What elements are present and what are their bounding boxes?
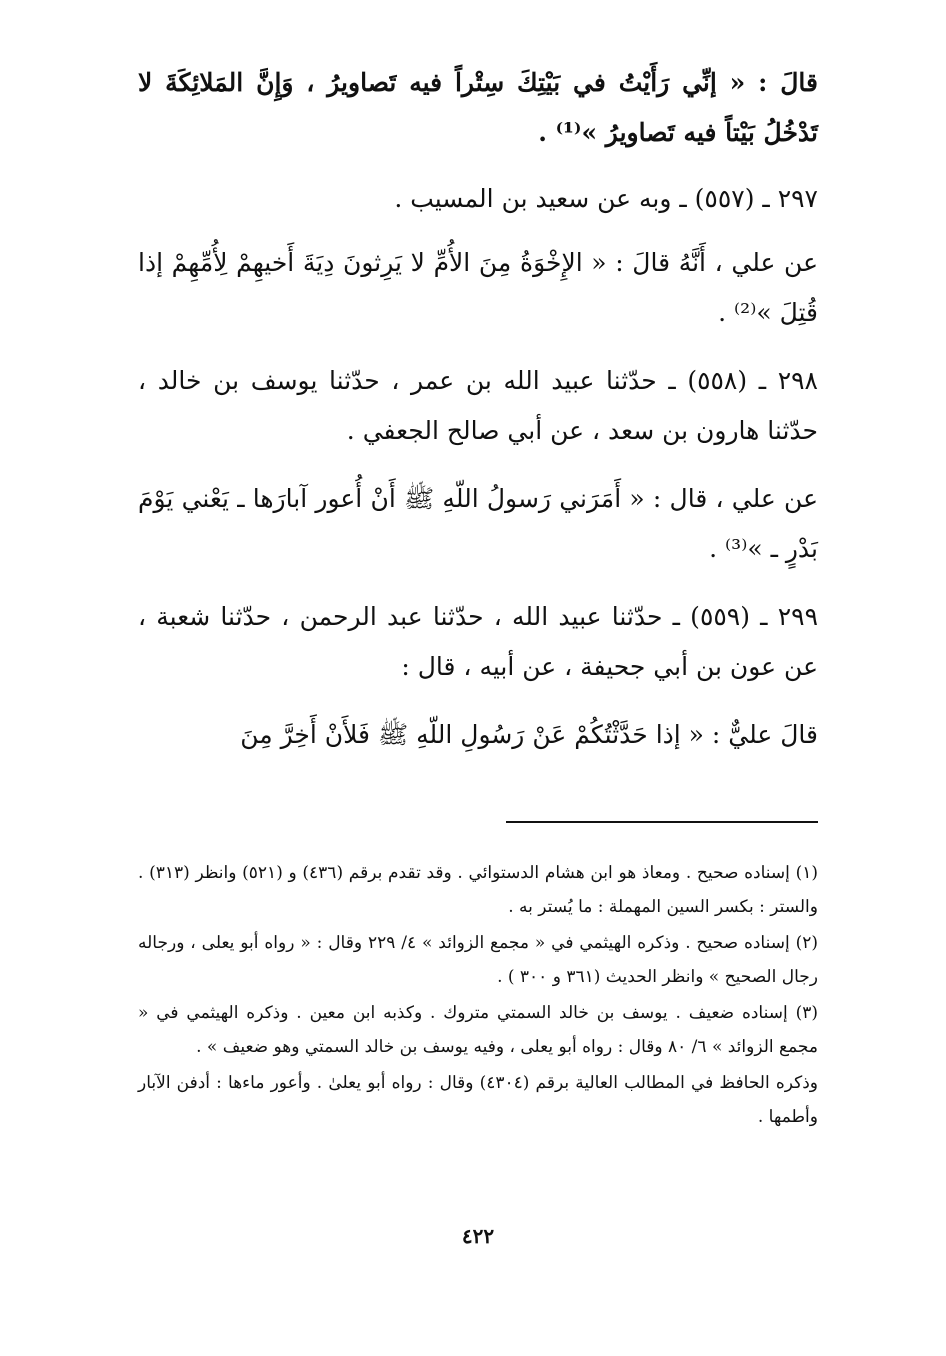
footnote-3-continued: وذكره الحافظ في المطالب العالية برقم (٤٣٠٤) وقال : رواه أبو يعلىٰ . وأعور ماءها : أدفن الآبار وأطمها . — [138, 1073, 818, 1127]
book-page — [138, 58, 818, 1328]
page-number: ٤٢٢ — [461, 1224, 495, 1248]
hadith-text-paragraph: قالَ : « إنِّي رَأَيْتُ في بَيْتِكَ سِتْراً فيه تَصاويرُ ، وَإِنَّ المَلائِكَةَ لا تَدْخُلُ بَيْتاً فيه تَصاويرُ »⁽¹⁾ . — [138, 68, 818, 147]
hadith-chain-299: ٢٩٩ ـ (٥٥٩) ـ حدّثنا عبيد الله ، حدّثنا عبد الرحمن ، حدّثنا شعبة ، عن عون بن أبي جحيفة ، عن أبيه ، قال : — [138, 602, 819, 681]
footnote-3: (٣) إسناده ضعيف . يوسف بن خالد السمتي متروك . وكذبه ابن معين . وذكره الهيثمي في « مجمع الزوائد » ٦/ ٨٠ وقال : رواه أبو يعلى ، وفيه يوسف بن خالد السمتي وهو ضعيف » . — [138, 1003, 818, 1057]
hadith-text-paragraph: عن علي ، أَنَّهُ قالَ : « الإِخْوَةُ مِنَ الأُمِّ لا يَرِثونَ دِيَةَ أَخيهِمْ لِأُمِّهِمْ إذا قُتِلَ »⁽²⁾ . — [138, 248, 818, 327]
footnotes — [138, 856, 818, 1134]
footnote-1: (١) إسناده صحيح . ومعاذ هو ابن هشام الدستوائي . وقد تقدم برقم (٤٣٦) و (٥٢١) وانظر (٣١٣) . والستر : بكسر السين المهملة : ما يُستر به . — [138, 863, 818, 917]
hadith-text-paragraph: عن علي ، قال : « أَمَرَني رَسولُ اللّهِ ﷺ أَنْ أُعور آبارَها ـ يَعْني يَوْمَ بَدْرٍ ـ »⁽³⁾ . — [138, 484, 818, 563]
footnote-divider — [506, 821, 818, 823]
hadith-heading-297: ٢٩٧ ـ (٥٥٧) ـ وبه عن سعيد بن المسيب . — [394, 184, 818, 213]
main-text — [138, 58, 818, 760]
hadith-text-paragraph: قالَ عليٌّ : « إذا حَدَّثْتُكُمْ عَنْ رَسُولِ اللّهِ ﷺ فَلأَنْ أَخِرَّ مِنَ — [240, 720, 818, 749]
footnote-2: (٢) إسناده صحيح . وذكره الهيثمي في « مجمع الزوائد » ٤/ ٢٢٩ وقال : « رواه أبو يعلى ، ورجاله رجال الصحيح » وانظر الحديث (٣٦١ و ٣٠٠ ) . — [138, 933, 819, 987]
hadith-chain-298: ٢٩٨ ـ (٥٥٨) ـ حدّثنا عبيد الله بن عمر ، حدّثنا يوسف بن خالد ، حدّثنا هارون بن سعد ، عن أبي صالح الجعفي . — [138, 366, 818, 445]
